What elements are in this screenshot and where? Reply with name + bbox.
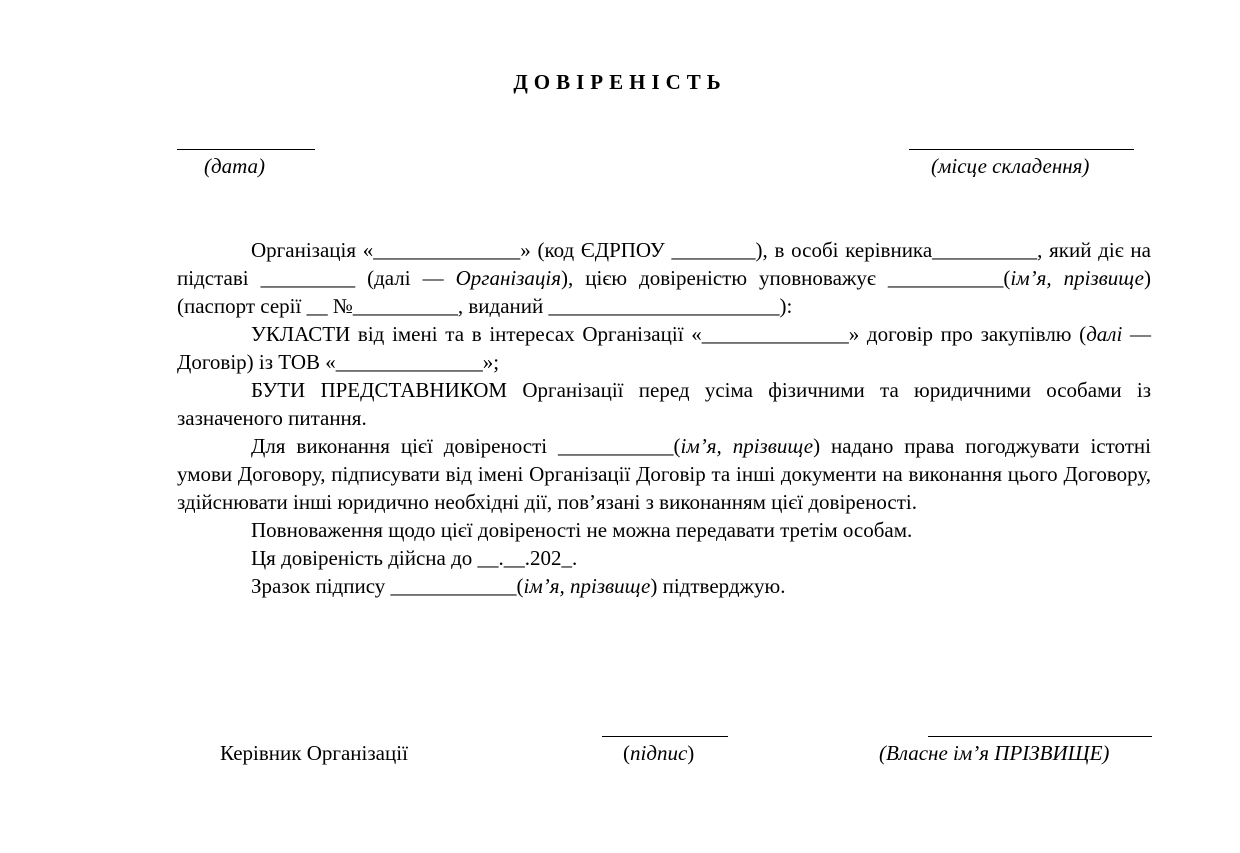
document-title: ДОВІРЕНІСТЬ (513, 70, 727, 94)
place-caption: (місце складення) (931, 154, 1090, 178)
signature-caption: (підпис) (623, 741, 695, 765)
signature-blank-line (602, 736, 728, 737)
paragraph-conclude-contract: УКЛАСТИ від імені та в інтересах Організації «______________» договір про закупівлю (далі — Договір) із ТОВ «______________»; (177, 322, 1152, 374)
document-body (177, 236, 1151, 600)
name-caption: (Власне ім’я ПРІЗВИЩЕ) (879, 741, 1110, 765)
paragraph-authorization: Організація «______________» (код ЄДРПОУ ________), в особі керівника__________, який діє на підставі _________ (далі — Організація), цією довіреністю уповноважує ___________(ім’я, прізвище) (паспорт серії __ №__________, виданий ______________________): (177, 238, 1151, 318)
place-blank-line (909, 149, 1134, 150)
paragraph-representative: БУТИ ПРЕДСТАВНИКОМ Організації перед усіма фізичними та юридичними особами із зазначеного питання. (177, 378, 1151, 430)
paragraph-signature-sample: Зразок підпису ____________(ім’я, прізвище) підтверджую. (251, 574, 786, 598)
paragraph-validity: Ця довіреність дійсна до __.__.202_. (251, 546, 578, 570)
name-blank-line (928, 736, 1152, 737)
head-of-organization-label: Керівник Організації (220, 741, 408, 765)
date-blank-line (177, 149, 315, 150)
paragraph-no-transfer: Повноваження щодо цієї довіреності не можна передавати третім особам. (251, 518, 913, 542)
paragraph-rights: Для виконання цієї довіреності ___________(ім’я, прізвище) надано права погоджувати істотні умови Договору, підписувати від імені Організації Договір та інші документи на виконання цього Договору, здійснювати інші юридично необхідні дії, пов’язані з виконанням цієї довіреності. (177, 434, 1151, 514)
date-caption: (дата) (204, 154, 266, 178)
